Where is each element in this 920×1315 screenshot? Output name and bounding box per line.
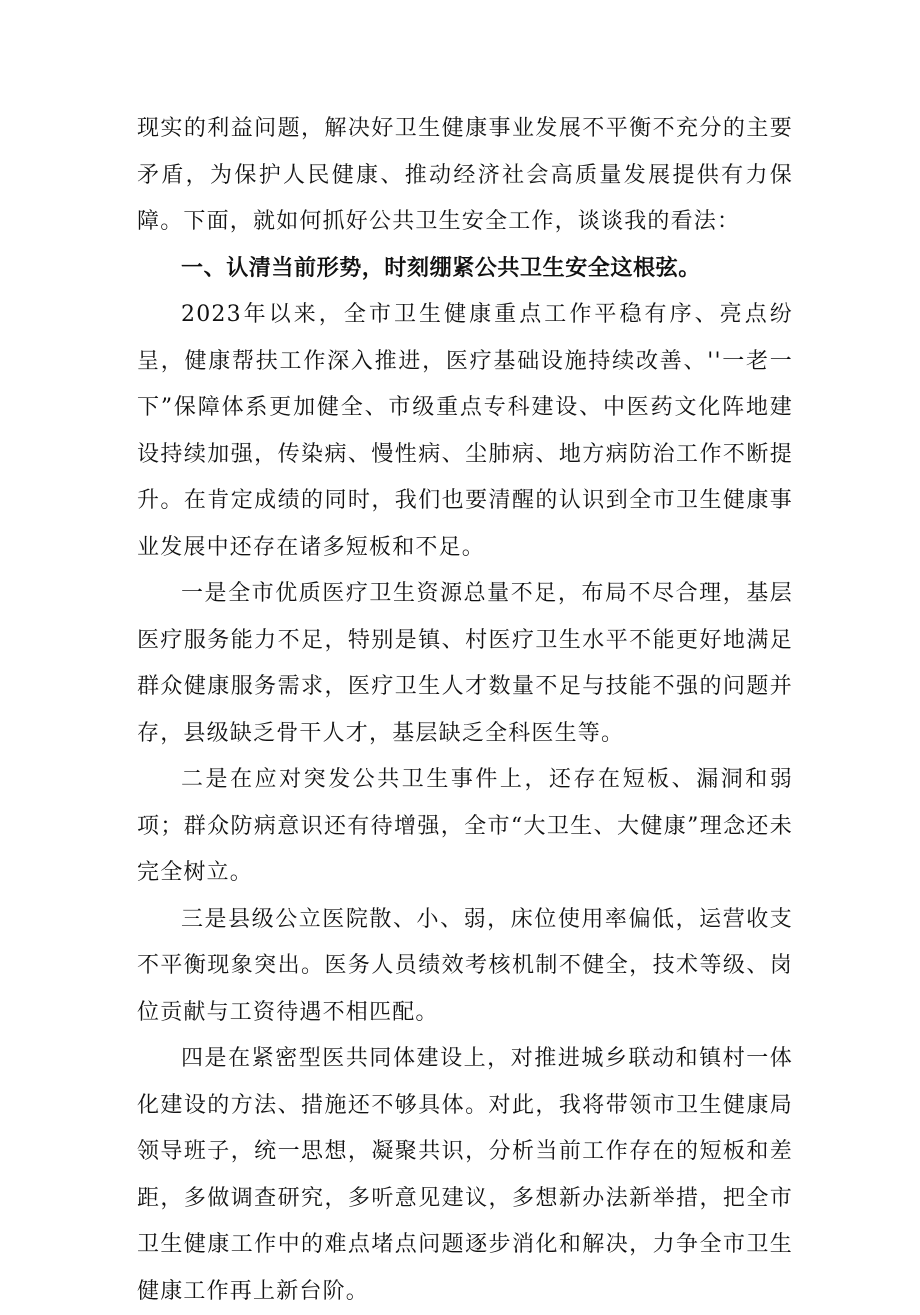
- paragraph-point-four: 四是在紧密型医共同体建设上，对推进城乡联动和镇村一体化建设的方法、措施还不够具体。对此，我将带领市卫生健康局领导班子，统一思想，凝聚共识，分析当前工作存在的短板和差距，多做调查研究，多听意见建议，多想新办法新举措，把全市卫生健康工作中的难点堵点问题逐步消化和解决，力争全市卫生健康工作再上新台阶。: [137, 1046, 793, 1304]
- intro-paragraph: 现实的利益问题，解决好卫生健康事业发展不平衡不充分的主要矛盾，为保护人民健康、推动经济社会高质量发展提供有力保障。下面，就如何抓好公共卫生安全工作，谈谈我的看法：: [137, 116, 793, 234]
- document-body: [137, 106, 793, 1315]
- paragraph-point-three: 三是县级公立医院散、小、弱，床位使用率偏低，运营收支不平衡现象突出。医务人员绩效考核机制不健全，技术等级、岗位贡献与工资待遇不相匹配。: [137, 906, 793, 1025]
- paragraph-point-one: 一是全市优质医疗卫生资源总量不足，布局不尽合理，基层医疗服务能力不足，特别是镇、村医疗卫生水平不能更好地满足群众健康服务需求，医疗卫生人才数量不足与技能不强的问题并存，县级缺乏骨干人才，基层缺乏全科医生等。: [137, 581, 793, 746]
- section-heading: 一、认清当前形势，时刻绷紧公共卫生安全这根弦。: [181, 255, 701, 281]
- paragraph-point-two: 二是在应对突发公共卫生事件上，还存在短板、漏洞和弱项；群众防病意识还有待增强，全市“大卫生、大健康”理念还未完全树立。: [137, 767, 793, 885]
- paragraph-achievements: 2023年以来，全市卫生健康重点工作平稳有序、亮点纷呈，健康帮扶工作深入推进，医疗基础设施持续改善、''一老一下”保障体系更加健全、市级重点专科建设、中医药文化阵地建设持续加强，传染病、慢性病、尘肺病、地方病防治工作不断提升。在肯定成绩的同时，我们也要清醒的认识到全市卫生健康事业发展中还存在诸多短板和不足。: [137, 302, 793, 560]
